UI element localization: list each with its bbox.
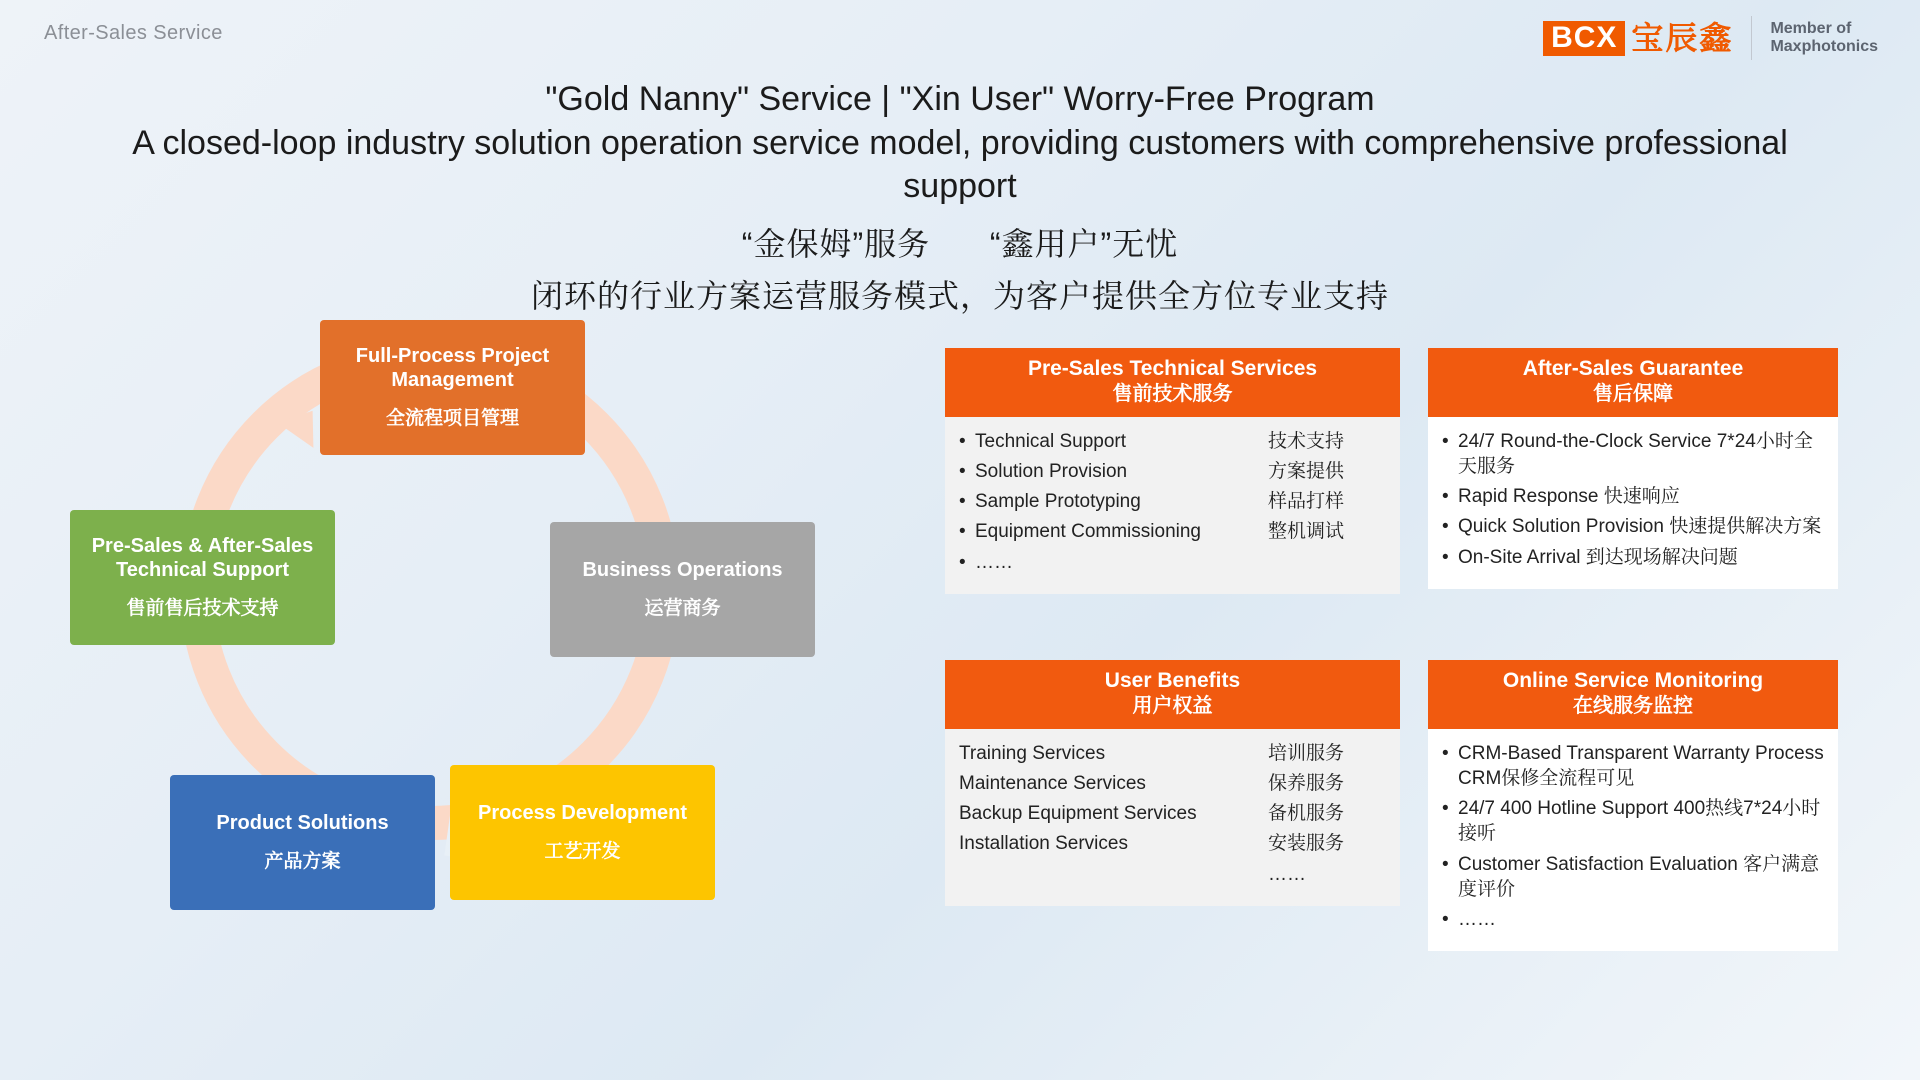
bullet-icon: •	[959, 491, 966, 513]
list-item	[1442, 545, 1824, 570]
panel-title-cn: 用户权益	[1132, 695, 1213, 718]
bullet-icon: •	[1442, 798, 1449, 820]
cycle-node-label-en: Pre-Sales & After-Sales Technical Support	[91, 535, 314, 581]
panel-title-en: Pre-Sales Technical Services	[1027, 357, 1318, 380]
list-item	[959, 741, 1386, 766]
bcx-logo-mark: BCX	[1543, 21, 1625, 56]
list-item	[1442, 484, 1824, 509]
list-item-en: Sample Prototyping	[975, 491, 1141, 513]
bullet-icon: •	[1442, 431, 1449, 453]
list-item-cn: 备机服务	[1268, 803, 1345, 825]
list-item	[959, 831, 1386, 856]
list-item	[1442, 907, 1824, 932]
member-logo-line1: Member of	[1770, 20, 1852, 38]
title-chinese-line2: 闭环的行业方案运营服务模式，为客户提供全方位专业支持	[530, 277, 1389, 314]
list-item	[1442, 429, 1824, 479]
cycle-node-product-solutions[interactable]	[170, 775, 435, 910]
member-logo	[1770, 20, 1878, 56]
panel-header	[1428, 660, 1838, 729]
cycle-node-label-cn: 产品方案	[264, 850, 341, 872]
title-chinese-line1-a: “金保姆”服务	[741, 225, 931, 262]
cycle-node-label-en: Product Solutions	[216, 812, 389, 835]
bullet-icon: •	[959, 521, 966, 543]
bullet-icon: •	[959, 551, 966, 573]
list-item-text: Quick Solution Provision 快速提供解决方案	[1458, 516, 1822, 538]
list-item-text: Rapid Response 快速响应	[1458, 486, 1680, 508]
panel-title-en: After-Sales Guarantee	[1522, 357, 1744, 380]
list-item-en: Technical Support	[975, 431, 1127, 453]
list-item-cn: 整机调试	[1268, 521, 1345, 543]
list-item	[959, 801, 1386, 826]
list-item-cn: 保养服务	[1268, 773, 1345, 795]
panel-body	[945, 417, 1400, 593]
bullet-icon: •	[1442, 908, 1449, 930]
title-chinese-line1-b: “鑫用户”无忧	[989, 225, 1179, 262]
list-item-text: 24/7 Round-the-Clock Service 7*24小时全天服务	[1458, 431, 1813, 478]
list-item-en: Installation Services	[959, 833, 1128, 855]
list-item-text: On-Site Arrival 到达现场解决问题	[1458, 546, 1738, 568]
list-item	[959, 862, 1386, 887]
list-item-en: Training Services	[959, 743, 1106, 765]
list-item-text: CRM-Based Transparent Warranty Process CRM保修全流程可见	[1458, 743, 1824, 790]
list-item-cn: 方案提供	[1268, 461, 1345, 483]
bcx-logo	[1543, 21, 1733, 56]
list-item	[959, 550, 1386, 575]
list-item	[959, 519, 1386, 544]
bullet-icon: •	[1442, 546, 1449, 568]
title-english-line1: "Gold Nanny" Service | "Xin User" Worry-Free Program	[545, 80, 1375, 118]
bullet-icon: •	[1442, 743, 1449, 765]
cycle-node-label-cn: 运营商务	[644, 597, 721, 619]
cycle-node-technical-support[interactable]	[70, 510, 335, 645]
list-item-cn: 安装服务	[1268, 833, 1345, 855]
panel-pre-sales-technical-services	[945, 348, 1400, 594]
cycle-node-label-en: Business Operations	[582, 559, 783, 582]
list-item-cn: 技术支持	[1268, 431, 1345, 453]
brand-logo-area	[1543, 16, 1878, 60]
list-item-text: 24/7 400 Hotline Support 400热线7*24小时接听	[1458, 798, 1821, 845]
panel-body	[1428, 417, 1838, 588]
list-item-en: Maintenance Services	[959, 773, 1146, 795]
title-chinese-line1	[0, 219, 1920, 265]
cycle-node-label-cn: 工艺开发	[544, 840, 621, 862]
panel-header	[945, 660, 1400, 729]
list-item-cn: ……	[1268, 863, 1306, 885]
list-item	[959, 429, 1386, 454]
bullet-icon: •	[959, 461, 966, 483]
cycle-node-business-operations[interactable]	[550, 522, 815, 657]
list-item-text: ……	[1458, 908, 1496, 930]
cycle-node-project-management[interactable]	[320, 320, 585, 455]
panel-header	[1428, 348, 1838, 417]
cycle-node-label-cn: 售前售后技术支持	[126, 597, 279, 619]
panel-title-en: User Benefits	[1104, 669, 1241, 692]
panel-online-service-monitoring	[1428, 660, 1838, 951]
cycle-node-process-development[interactable]	[450, 765, 715, 900]
list-item-en: ……	[975, 551, 1013, 573]
list-item-text: Customer Satisfaction Evaluation 客户满意度评价	[1458, 853, 1820, 900]
bullet-icon: •	[1442, 853, 1449, 875]
list-item-cn: 培训服务	[1268, 743, 1345, 765]
panel-user-benefits	[945, 660, 1400, 906]
panel-title-en: Online Service Monitoring	[1502, 669, 1764, 692]
list-item-en: Backup Equipment Services	[959, 803, 1197, 825]
list-item	[1442, 514, 1824, 539]
cycle-node-label-cn: 全流程项目管理	[385, 407, 519, 429]
page-section-label: After-Sales Service	[44, 22, 223, 44]
list-item-en: Solution Provision	[975, 461, 1128, 483]
panel-body	[1428, 729, 1838, 951]
list-item-en: Equipment Commissioning	[975, 521, 1201, 543]
list-item	[1442, 796, 1824, 846]
logo-divider	[1751, 16, 1752, 60]
slide-titles	[0, 78, 1920, 317]
service-cycle-diagram	[60, 320, 900, 1000]
member-logo-line2: Maxphotonics	[1770, 38, 1878, 55]
cycle-node-label-en: Process Development	[478, 802, 687, 825]
list-item	[1442, 741, 1824, 791]
panel-title-cn: 在线服务监控	[1573, 695, 1693, 718]
list-item	[1442, 852, 1824, 902]
panel-after-sales-guarantee	[1428, 348, 1838, 589]
panel-header	[945, 348, 1400, 417]
bullet-icon: •	[959, 431, 966, 453]
bcx-logo-chinese: 宝辰鑫	[1631, 20, 1734, 56]
list-item-cn: 样品打样	[1268, 491, 1345, 513]
title-english-line2: A closed-loop industry solution operation service model, providing customers with comprehensive professional support	[132, 123, 1788, 206]
panel-title-cn: 售后保障	[1593, 383, 1673, 406]
list-item	[959, 489, 1386, 514]
panel-body	[945, 729, 1400, 905]
panel-title-cn: 售前技术服务	[1112, 383, 1233, 406]
bullet-icon: •	[1442, 516, 1449, 538]
bullet-icon: •	[1442, 486, 1449, 508]
list-item	[959, 459, 1386, 484]
list-item	[959, 771, 1386, 796]
cycle-node-label-en: Full-Process Project Management	[355, 345, 550, 391]
